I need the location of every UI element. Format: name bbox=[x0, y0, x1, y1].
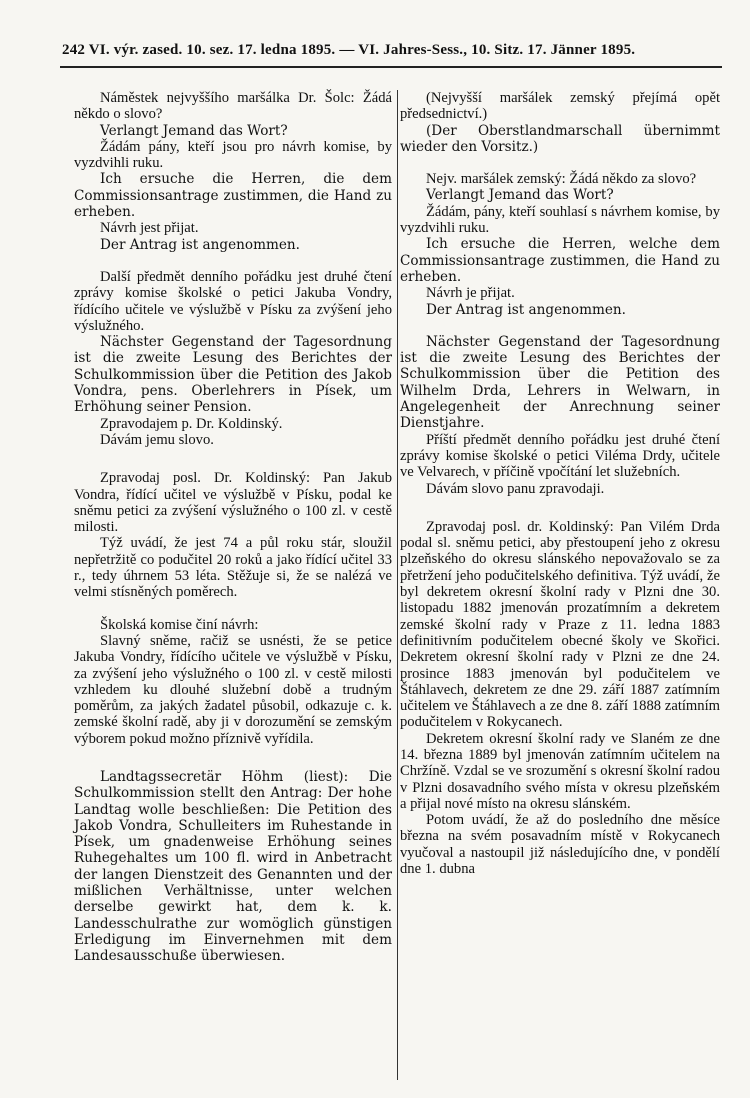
paragraph: (Nejvyšší maršálek zemský přejímá opět předsednictví.) bbox=[400, 90, 720, 123]
paragraph: Žádám pány, kteří jsou pro návrh komise, by vyzdvihli ruku. bbox=[74, 138, 392, 172]
paragraph: Dávám slovo panu zpravodaji. bbox=[426, 480, 605, 497]
paragraph: Der Antrag ist angenommen. bbox=[100, 236, 300, 253]
spacer bbox=[400, 497, 720, 519]
paragraph: Dekretem okresní školní rady ve Slaném ze dne 14. března 1889 byl jmenován zatímním učitelem na Chržíně. Vzdal se ve srozumění s okresní školní radou v Plzni dosavadního svého místa v okresu plzeňském a přijal nové místo na okresu slánském. bbox=[400, 730, 720, 812]
page-header: 242 VI. výr. zased. 10. sez. 17. ledna 1895. — VI. Jahres-Sess., 10. Sitz. 17. Jänner 1895. bbox=[62, 42, 636, 58]
paragraph: Ich ersuche die Herren, welche dem Commissionsantrage zustimmen, die Hand zu erheben. bbox=[400, 236, 720, 285]
left-column bbox=[74, 90, 392, 965]
spacer bbox=[74, 601, 392, 617]
paragraph: Školská komise činí návrh: bbox=[100, 616, 259, 633]
paragraph: Nejv. maršálek zemský: Žádá někdo za slovo? bbox=[426, 171, 697, 188]
right-column bbox=[400, 90, 720, 877]
spacer bbox=[74, 448, 392, 470]
paragraph: Příští předmět denního pořádku jest druhé čtení zprávy komise školské o petici Viléma Drdy, učitele ve Velvarech, v příčině vpočítání let služebních. bbox=[400, 431, 720, 481]
paragraph: Zpravodaj posl. dr. Koldinský: Pan Vilém Drda podal sl. sněmu petici, aby přestoupení jeho z okresu plzeňského do okresu slánského nepovažovalo se za přetržení jeho podučitelského definitiva. Týž uvádí, že byl dekretem okresní školní rady v Plzni dne 30. listopadu 1882 jmenován prozatímním a dekretem zemské školní rady v Praze z 11. ledna 1883 definitivním podučitelem obecné školy ve Skořici. Dekretem okresní školní rady v Plzni ze dne 24. prosince 1883 jmenován byl podučitelem ve Štáhlavech, dekretem ze dne 29. září 1887 zatímním učitelem ve Štáhlavech a ze dne 8. září 1888 zatímním podučitelem v Rokycanech. bbox=[400, 518, 720, 731]
paragraph: Další předmět denního pořádku jest druhé čtení zprávy komise školské o petici Jakuba Vondry, řídícího učitele ve výslužbě v Písku za zvýšení jeho výslužného. bbox=[74, 268, 392, 334]
paragraph: (Der Oberstlandmarschall übernimmt wieder den Vorsitz.) bbox=[400, 122, 720, 155]
paragraph: Návrh jest přijat. bbox=[100, 220, 199, 237]
paragraph: Žádám, pány, kteří souhlasí s návrhem komise, by vyzdvihli ruku. bbox=[400, 203, 720, 237]
header-rule bbox=[60, 66, 722, 68]
paragraph: Nächster Gegenstand der Tagesordnung ist die zweite Lesung des Berichtes der Schulkommission über die Petition des Jakob Vondra, pens. Oberlehrers in Písek, um Erhöhung seiner Pension. bbox=[74, 334, 392, 416]
paragraph: Dávám jemu slovo. bbox=[100, 431, 214, 448]
paragraph: Ich ersuche die Herren, die dem Commissionsantrage zustimmen, die Hand zu erheben. bbox=[74, 171, 392, 221]
paragraph: Verlangt Jemand das Wort? bbox=[100, 122, 288, 139]
spacer bbox=[74, 747, 392, 769]
spacer bbox=[400, 155, 720, 171]
paragraph: Náměstek nejvyššího maršálka Dr. Šolc: Žádá někdo o slovo? bbox=[74, 90, 392, 123]
paragraph: Návrh je přijat. bbox=[426, 285, 515, 302]
paragraph: Zpravodajem p. Dr. Koldinský. bbox=[100, 415, 283, 432]
paragraph: Slavný sněme, račiž se usnésti, že se petice Jakuba Vondry, řídícího učitele ve výslužbě v Písku, za zvýšení jeho výslužného o 100 zl. v cestě milosti vzhledem ku dlouhé služební době a trudným poměrům, za jakých žadatel působil, odkazuje c. k. zemské školní radě, aby ji v dorozumění se zemským výborem pokud možno příznivě vyřídila. bbox=[74, 632, 392, 747]
paragraph: Verlangt Jemand das Wort? bbox=[426, 187, 614, 204]
spacer bbox=[74, 253, 392, 269]
paragraph: Týž uvádí, že jest 74 a půl roku stár, sloužil nepřetržitě co podučitel 20 roků a jako řídící učitel 33 r., tedy úhrnem 53 léta. Stěžuje si, že se nalézá ve velmi stísněných poměrech. bbox=[74, 535, 392, 601]
spacer bbox=[400, 318, 720, 334]
paragraph: Landtagssecretär Höhm (liest): Die Schulkommission stellt den Antrag: Der hohe Landtag wolle beschließen: Die Petition des Jakob Vondra, Schulleiters im Ruhestande in Písek, um gnadenweise Erhöhung seines Ruhegehaltes um 100 fl. wird in Anbetracht der langen Dienstzeit des Genannten und der mißlichen Verhältnisse, unter welchen derselbe gewirkt hat, dem k. k. Landesschulrathe zur womöglich günstigen Erledigung im Einvernehmen mit dem Landesausschuße überwiesen. bbox=[74, 768, 392, 965]
column-divider bbox=[397, 90, 398, 1080]
paragraph: Nächster Gegenstand der Tagesordnung ist die zweite Lesung des Berichtes der Schulkommission über die Petition des Wilhelm Drda, Lehrers in Welwarn, in Angelegenheit der Anrechnung seiner Dienstjahre. bbox=[400, 333, 720, 432]
paragraph: Potom uvádí, že až do posledního dne měsíce března na svém posavadním místě v Rokycanech vyučoval a nastoupil již následujícího dne, v pondělí dne 1. dubna bbox=[400, 812, 720, 878]
paragraph: Zpravodaj posl. Dr. Koldinský: Pan Jakub Vondra, řídící učitel ve výslužbě v Písku, podal ke sněmu petici za zvýšení výslužného o 100 zl. v cestě milosti. bbox=[74, 470, 392, 536]
paragraph: Der Antrag ist angenommen. bbox=[426, 301, 626, 318]
